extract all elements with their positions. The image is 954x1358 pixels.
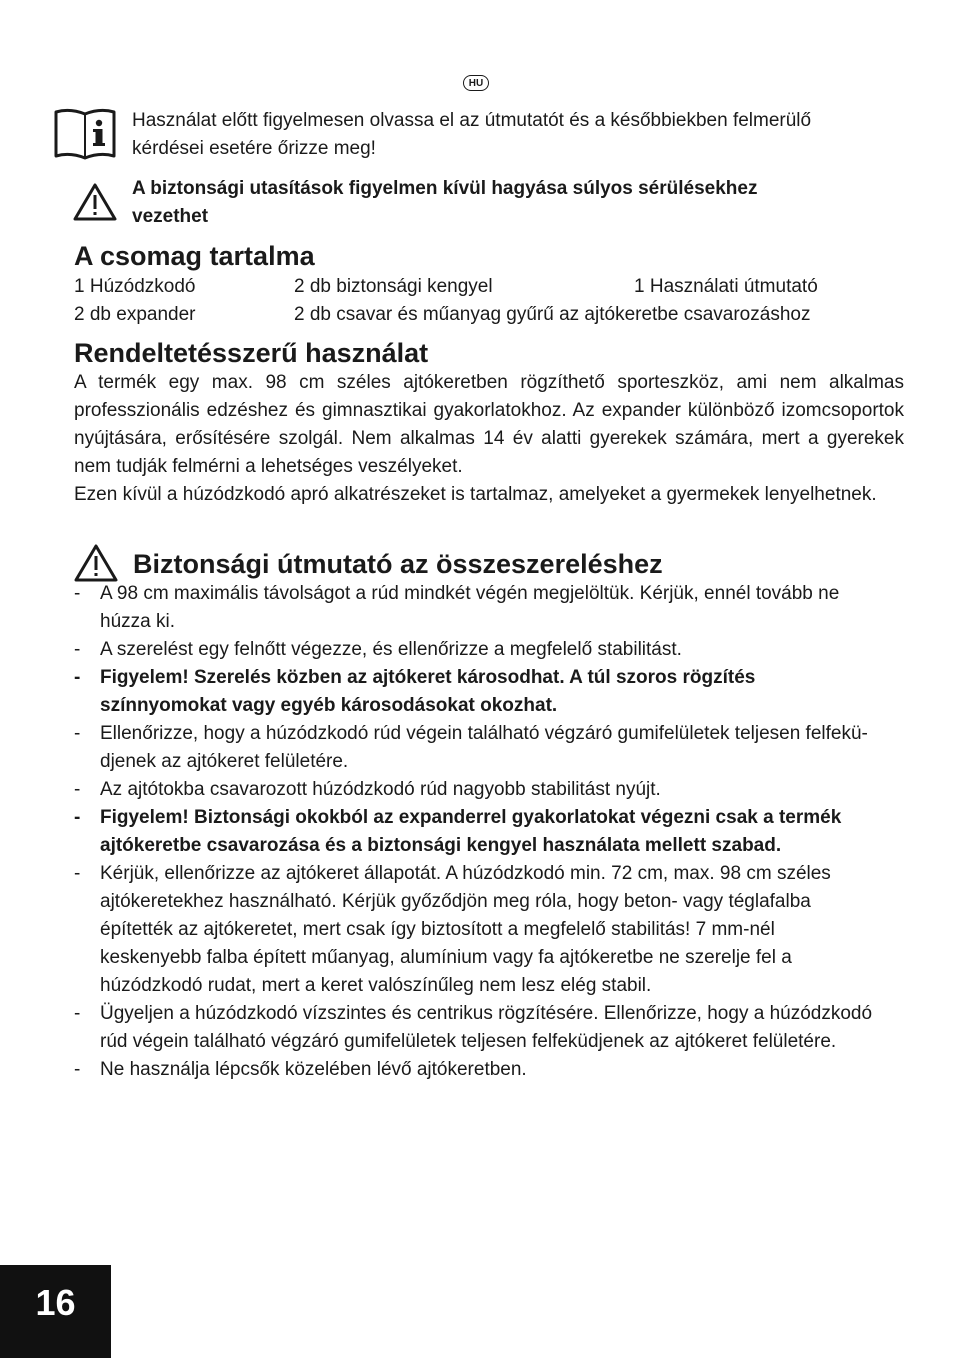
list-item: [74, 636, 874, 664]
list-item: [74, 860, 874, 1000]
list-item: [74, 1056, 874, 1084]
contents-item: 2 db biztonsági kengyel: [294, 276, 493, 297]
list-item: [74, 664, 874, 720]
list-item: [74, 804, 874, 860]
list-dash: -: [74, 639, 81, 660]
list-dash: -: [74, 807, 81, 828]
list-item-text: Figyelem! Biztonsági okokból az expanderrel gyakorlatokat végezni csak a termék ajtókeretbe csavarozása és a biztonsági kengyel használata mellett szabad.: [100, 807, 842, 856]
contents-item: 2 db expander: [74, 304, 196, 325]
list-dash: -: [74, 779, 81, 800]
read-manual-icon: [54, 106, 116, 167]
paragraph: A termék egy max. 98 cm széles ajtókeretben rögzíthető sporteszköz, ami nem alkalmas professzionális edzéshez és gimnasztikai gyakorlatokhoz. Az expander különböző izomcsoportok nyújtására, erősítésére szolgál. Nem alkalmas 14 év alatti gyerekek számára, mert a gyerekek nem tudják felmérni a lehetséges veszélyeket.: [74, 372, 904, 477]
list-dash: -: [74, 583, 81, 604]
contents-item: 1 Használati útmutató: [634, 276, 818, 297]
list-dash: -: [74, 1059, 81, 1080]
intended-use-text: [74, 369, 904, 509]
language-badge: HU: [463, 75, 489, 91]
list-item: [74, 1000, 874, 1056]
warning-icon: [72, 182, 118, 227]
list-item-text: Ne használja lépcsők közelében lévő ajtókeretben.: [100, 1059, 527, 1080]
list-item-text: A 98 cm maximális távolságot a rúd mindkét végén megjelöltük. Kérjük, ennél tovább ne húzza ki.: [100, 583, 840, 632]
list-item: [74, 776, 874, 804]
safety-warning: A biztonsági utasítások figyelmen kívül hagyása súlyos sérülésekhez vezethet: [132, 178, 758, 227]
list-item-text: Ellenőrizze, hogy a húzódzkodó rúd végein található végzáró gumifelületek teljesen felfeküdjenek az ajtókeret felületére.: [100, 723, 868, 772]
safety-list: [74, 580, 874, 1084]
intended-use-heading: Rendeltetésszerű használat: [74, 338, 429, 368]
contents-item: 1 Húzódzkodó: [74, 276, 196, 297]
paragraph: Ezen kívül a húzódzkodó apró alkatrészeket is tartalmaz, amelyeket a gyermekek lenyelhetnek.: [74, 484, 877, 505]
contents-item: 2 db csavar és műanyag gyűrű az ajtókeretbe csavarozáshoz: [294, 304, 811, 325]
list-dash: -: [74, 1003, 81, 1024]
list-item: [74, 580, 874, 636]
package-contents-heading: A csomag tartalma: [74, 241, 315, 271]
list-item-text: Az ajtótokba csavarozott húzódzkodó rúd nagyobb stabilitást nyújt.: [100, 779, 661, 800]
list-dash: -: [74, 863, 81, 884]
read-manual-notice: Használat előtt figyelmesen olvassa el az útmutatót és a későbbiekben felmerülő kérdései esetére őrizze meg!: [132, 110, 812, 159]
assembly-safety-heading: Biztonsági útmutató az összeszereléshez: [133, 549, 663, 579]
page-number: 16: [35, 1282, 76, 1323]
list-dash: -: [74, 723, 81, 744]
list-dash: -: [74, 667, 81, 688]
list-item-text: Figyelem! Szerelés közben az ajtókeret károsodhat. A túl szoros rögzítés színnyomokat vagy egyéb károsodásokat okozhat.: [100, 667, 756, 716]
list-item-text: Kérjük, ellenőrizze az ajtókeret állapotát. A húzódzkodó min. 72 cm, max. 98 cm széles ajtókeretekhez használható. Kérjük győződjön meg róla, hogy beton- vagy téglafalba építették az ajtókeretet, mert csak így biztosított a megfelelő stabilitás! 7 mm-nél keskenyebb falba épített műanyag, alumínium vagy fa ajtókeretbe ne szerelje fel a húzódzkodó rudat, mert a keret valószínűleg nem lesz elég stabil.: [100, 863, 831, 996]
list-item: [74, 720, 874, 776]
list-item-text: A szerelést egy felnőtt végezze, és ellenőrizze a megfelelő stabilitást.: [100, 639, 682, 660]
list-item-text: Ügyeljen a húzódzkodó vízszintes és centrikus rögzítésére. Ellenőrizze, hogy a húzódzkodó rúd végein található végzáró gumifelületek teljesen felfeküdjenek az ajtókeret felületére.: [100, 1003, 873, 1052]
